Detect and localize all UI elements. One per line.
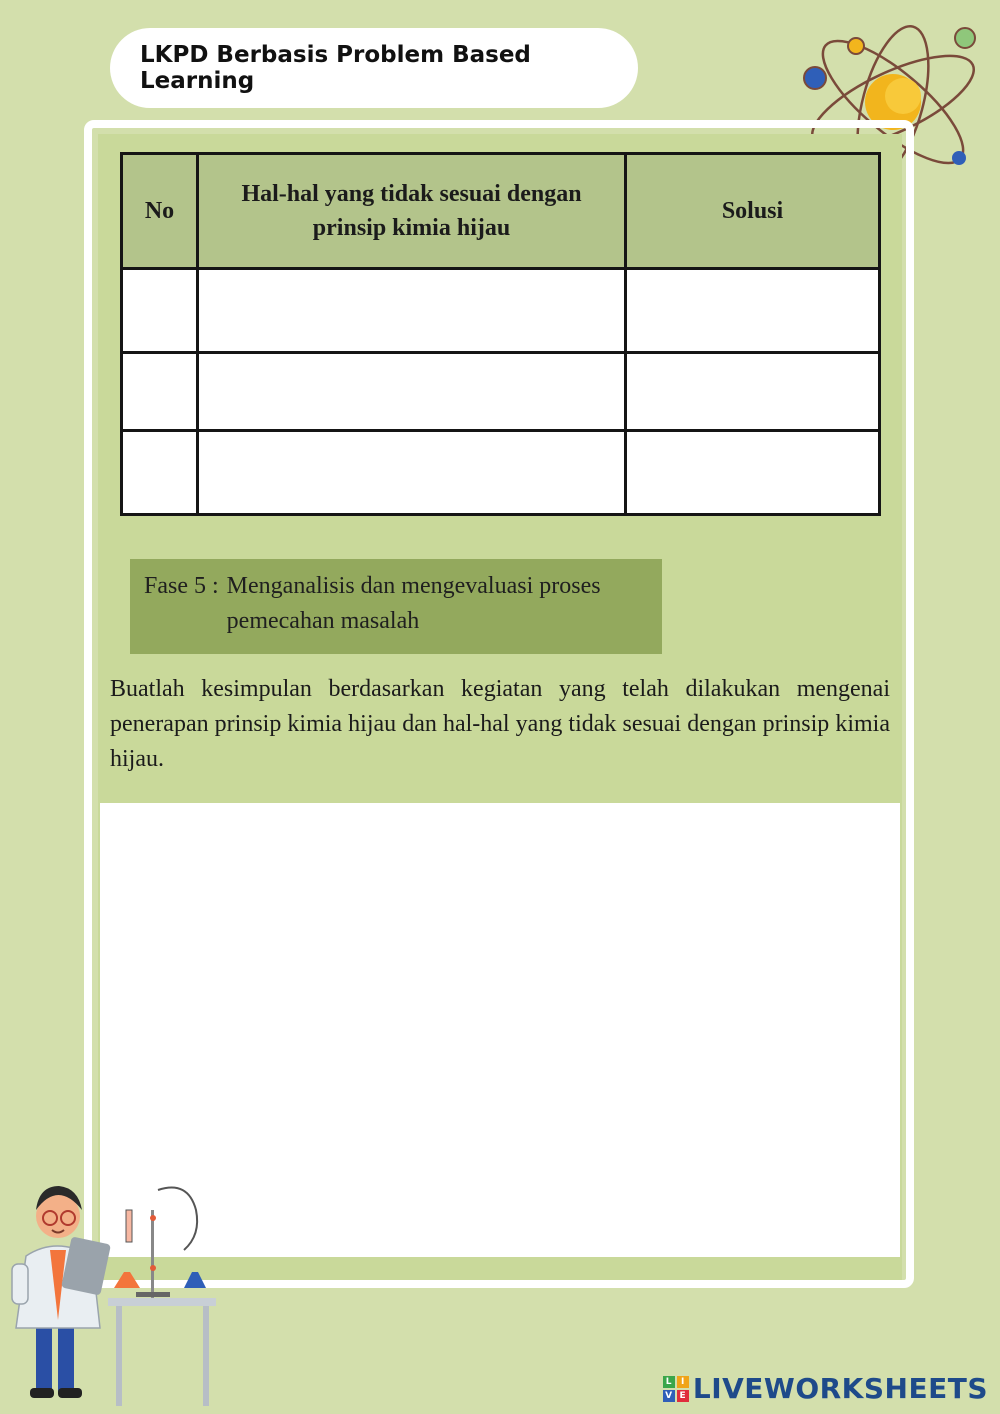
cell-solution[interactable] [626, 353, 880, 431]
cell-solution[interactable] [626, 269, 880, 353]
cell-no[interactable] [122, 431, 198, 515]
cell-solution[interactable] [626, 431, 880, 515]
scientist-illustration [8, 1170, 218, 1410]
table-row [122, 353, 880, 431]
brand-name: LIVEWORKSHEETS [692, 1372, 988, 1405]
phase-box [130, 559, 662, 654]
cell-no[interactable] [122, 353, 198, 431]
table-header-row [122, 154, 880, 269]
column-header-issues: Hal-hal yang tidak sesuai dengan prinsip kimia hijau [198, 154, 626, 269]
phase-text: Menganalisis dan mengevaluasi proses pemecahan masalah [226, 573, 601, 634]
phase-label: Fase 5 : [144, 573, 219, 599]
cell-no[interactable] [122, 269, 198, 353]
column-header-no: No [122, 154, 198, 269]
table-row [122, 431, 880, 515]
page-title: LKPD Berbasis Problem Based Learning [140, 42, 531, 94]
logo-mark-icon: L I V E [663, 1376, 689, 1402]
problem-solution-table [120, 152, 881, 516]
liveworksheets-logo [663, 1372, 988, 1405]
cell-issue[interactable] [198, 353, 626, 431]
cell-issue[interactable] [198, 431, 626, 515]
cell-issue[interactable] [198, 269, 626, 353]
instruction-text: Buatlah kesimpulan berdasarkan kegiatan yang telah dilakukan mengenai penerapan prinsip kimia hijau dan hal-hal yang tidak sesuai dengan prinsip kimia hijau. [110, 676, 890, 772]
table-row [122, 269, 880, 353]
conclusion-answer-box[interactable] [100, 803, 900, 1257]
column-header-solution: Solusi [626, 154, 880, 269]
title-pill [110, 28, 638, 108]
